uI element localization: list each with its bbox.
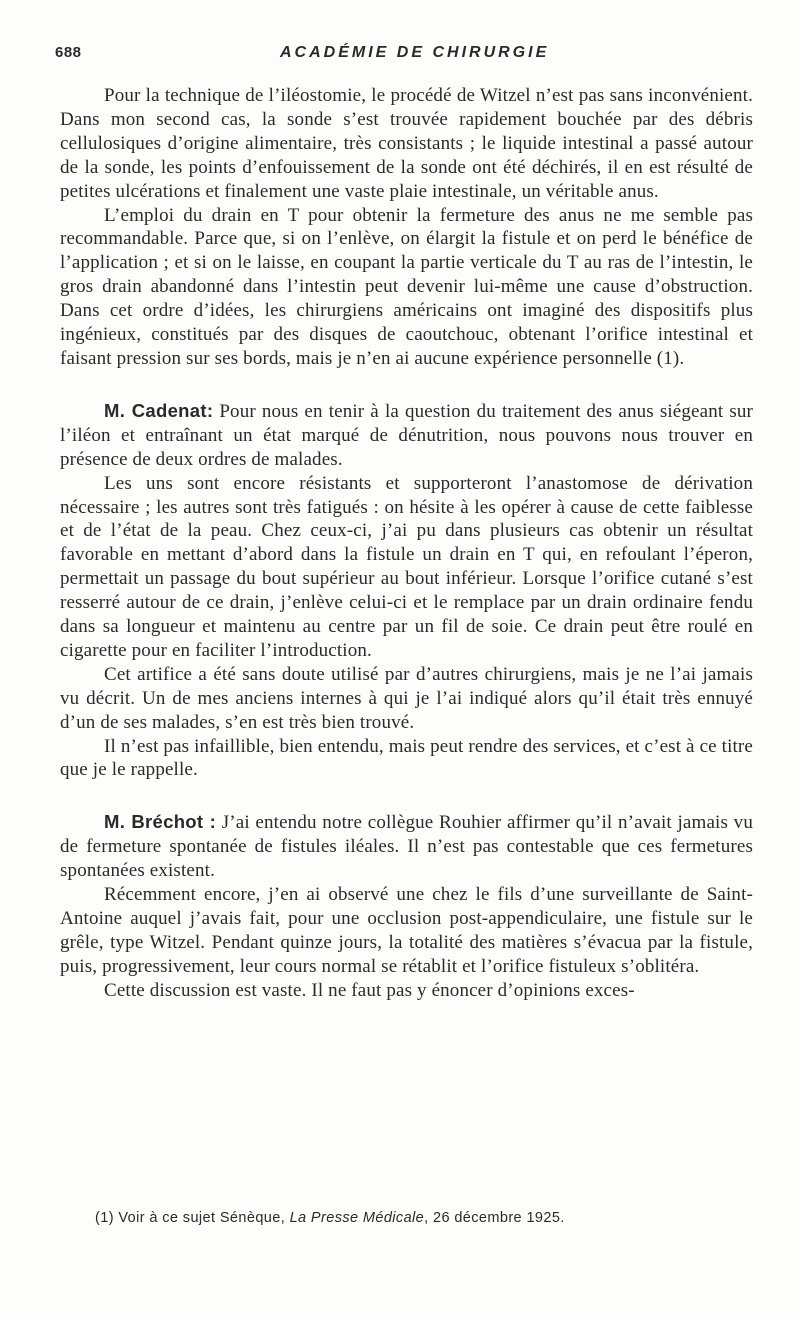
speaker-name-brechot: M. Bréchot : [104,811,217,833]
paragraph-9 [60,979,753,1003]
footnote-suffix: , 26 décembre 1925. [424,1210,565,1226]
footnote-journal: La Presse Médicale [289,1210,425,1226]
footnote [95,1210,755,1226]
body-text [60,84,753,1003]
page-number: 688 [55,44,82,61]
paragraph-brechot [60,810,753,883]
speaker-name-cadenat: M. Cadenat: [104,399,214,421]
paragraph-1 [60,84,753,204]
paragraph-text: Il n’est pas infaillible, bien entendu, mais peut rendre des services, et c’est à ce titre que je le rappelle. [60,735,753,781]
paragraph-2 [60,204,753,371]
paragraph-text: Récemment encore, j’en ai observé une chez le fils d’une surveillante de Saint-Antoine auquel j’avais fait, pour une occlusion post-appendiculaire, une fistule sur le grêle, type Witzel. Pendant quinze jours, la totalité des matières s’évacua par la fistule, puis, progressivement, leur cours normal se rétablit et l’orifice fistuleux s’oblitéra. [60,884,753,977]
paragraph-4 [60,472,753,663]
paragraph-cadenat [60,399,753,472]
running-header [55,44,760,66]
paragraph-text: Pour nous en tenir à la question du traitement des anus siégeant sur l’iléon et entraînant un état marqué de dénutrition, nous pouvons nous trouver en présence de deux ordres de malades. [60,400,753,470]
paragraph-text: J’ai entendu notre collègue Rouhier affirmer qu’il n’avait jamais vu de fermeture spontanée de fistules iléales. Il n’est pas contestable que ces fermetures spontanées existent. [60,812,753,882]
paragraph-6 [60,735,753,783]
paragraph-5 [60,663,753,735]
paragraph-8 [60,883,753,979]
running-title: ACADÉMIE DE CHIRURGIE [280,44,550,61]
paragraph-text: L’emploi du drain en T pour obtenir la fermeture des anus ne me semble pas recommandable. Parce que, si on l’enlève, on élargit la fistule et on perd le bénéfice de l’application ; et si on le laisse, en coupant la partie verticale du T au ras de l’intestin, le gros drain abandonné dans l’intestin peut devenir lui-même une cause d’obstruction. Dans cet ordre d’idées, les chirurgiens américains ont imaginé des dispositifs plus ingénieux, constitués par des disques de caoutchouc, obtenant l’orifice intestinal et faisant pression sur ses bords, mais je n’en ai aucune expérience personnelle (1). [60,204,753,369]
paragraph-text: Pour la technique de l’iléostomie, le procédé de Witzel n’est pas sans inconvénient. Dans mon second cas, la sonde s’est trouvée rapidement bouchée par des débris cellulosiques d’origine alimentaire, très consistants ; le liquide intestinal a passé autour de la sonde, les points d’enfouissement de la sonde ont été déchirés, il en est résulté de petites ulcérations et finalement une vaste plaie intestinale, un véritable anus. [60,85,753,202]
paragraph-text: Cet artifice a été sans doute utilisé par d’autres chirurgiens, mais je ne l’ai jamais vu décrit. Un de mes anciens internes à qui je l’ai indiqué alors qu’il était très ennuyé d’un de ses malades, s’en est très bien trouvé. [60,663,753,733]
paragraph-text: Cette discussion est vaste. Il ne faut pas y énoncer d’opinions exces- [104,979,635,1001]
paragraph-text: Les uns sont encore résistants et supporteront l’anastomose de dérivation nécessaire ; les autres sont très fatigués : on hésite à les opérer à cause de cette faiblesse et de l’état de la peau. Chez ceux-ci, j’ai pu dans plusieurs cas obtenir un résultat favorable en mettant d’abord dans la fistule un drain en T qui, en refoulant l’éperon, permettait un passage du bout supérieur au bout inférieur. Lorsque l’orifice cutané s’est resserré autour de ce drain, j’enlève celui-ci et le remplace par un drain ordinaire fendu dans sa longueur et maintenu au centre par un fil de soie. Ce drain peut être roulé en cigarette pour en faciliter l’introduction. [60,472,753,661]
footnote-prefix: (1) Voir à ce sujet Sénèque, [95,1210,290,1226]
